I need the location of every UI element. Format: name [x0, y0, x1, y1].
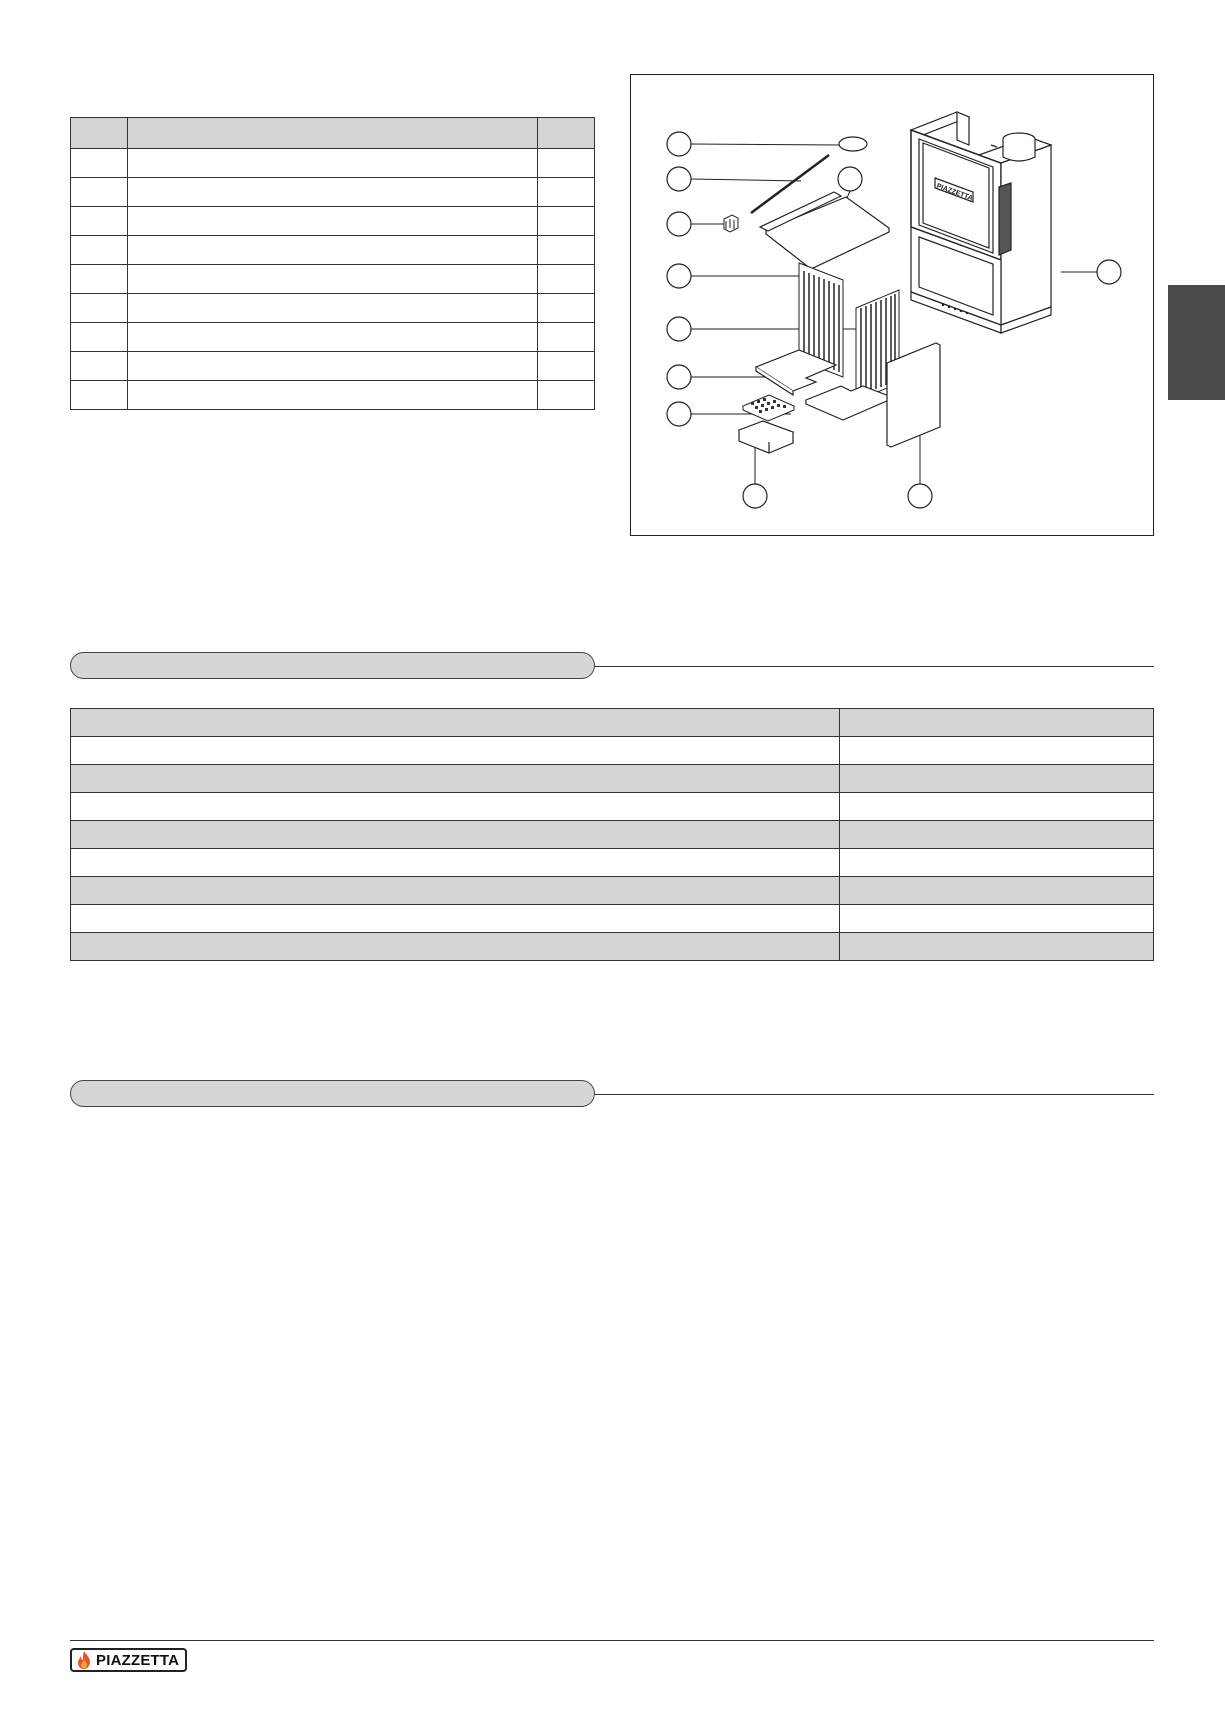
table-cell	[538, 265, 595, 294]
table-row	[71, 709, 1154, 737]
table-cell	[71, 933, 840, 961]
table-row	[71, 294, 595, 323]
table-row	[71, 849, 1154, 877]
section-heading-2	[70, 1080, 595, 1107]
table-row	[71, 905, 1154, 933]
table-row	[71, 178, 595, 207]
section-divider-1	[595, 666, 1154, 667]
deflector-plate	[839, 137, 867, 151]
table-cell	[538, 294, 595, 323]
callout-circle	[908, 484, 932, 508]
section-divider-2	[595, 1094, 1154, 1095]
table-cell	[71, 877, 840, 905]
table-cell	[840, 821, 1154, 849]
table-cell	[840, 849, 1154, 877]
stove-body	[911, 112, 1051, 333]
brand-logo	[70, 1648, 187, 1672]
parts-table-header-row	[71, 118, 595, 149]
table-cell	[840, 793, 1154, 821]
table-cell	[128, 236, 538, 265]
table-cell	[71, 207, 128, 236]
table-cell	[71, 265, 128, 294]
table-cell	[538, 352, 595, 381]
callout-circle	[667, 167, 691, 191]
footer-divider	[70, 1640, 1154, 1641]
callout-circle	[1097, 260, 1121, 284]
table-cell	[538, 149, 595, 178]
table-cell	[538, 323, 595, 352]
flame-icon	[74, 1650, 94, 1670]
table-cell	[840, 765, 1154, 793]
table-cell	[128, 207, 538, 236]
table-cell	[71, 709, 840, 737]
table-cell	[128, 294, 538, 323]
grate	[743, 395, 794, 421]
table-row	[71, 323, 595, 352]
table-row	[71, 933, 1154, 961]
table-cell	[71, 765, 840, 793]
ash-pan	[739, 421, 793, 453]
table-cell	[128, 381, 538, 410]
table-cell	[71, 236, 128, 265]
bracket-part	[724, 215, 738, 232]
table-cell	[71, 821, 840, 849]
table-cell	[840, 877, 1154, 905]
callout-circle	[667, 212, 691, 236]
table-cell	[128, 323, 538, 352]
callout-circle	[667, 365, 691, 389]
callout-circle	[667, 132, 691, 156]
table-cell	[538, 178, 595, 207]
table-row	[71, 381, 595, 410]
table-cell	[71, 294, 128, 323]
parts-col-code-header	[538, 118, 595, 149]
exploded-view-diagram	[631, 75, 1155, 537]
table-cell	[840, 933, 1154, 961]
callout-circle	[667, 264, 691, 288]
table-cell	[128, 352, 538, 381]
table-row	[71, 765, 1154, 793]
spec-table	[70, 708, 1154, 961]
table-row	[71, 352, 595, 381]
table-row	[71, 793, 1154, 821]
section-heading-1	[70, 652, 595, 679]
table-cell	[71, 737, 840, 765]
table-cell	[71, 793, 840, 821]
table-row	[71, 207, 595, 236]
parts-col-description-header	[128, 118, 538, 149]
table-row	[71, 737, 1154, 765]
table-cell	[71, 323, 128, 352]
callout-circle	[667, 317, 691, 341]
table-cell	[71, 352, 128, 381]
table-cell	[71, 149, 128, 178]
table-cell	[538, 381, 595, 410]
brand-name: PIAZZETTA	[96, 1651, 180, 1669]
table-cell	[538, 236, 595, 265]
callout-circle	[667, 402, 691, 426]
table-cell	[128, 265, 538, 294]
callout-circle	[743, 484, 767, 508]
table-cell	[71, 178, 128, 207]
table-row	[71, 236, 595, 265]
callout-circle	[838, 167, 862, 191]
table-cell	[71, 905, 840, 933]
table-cell	[128, 178, 538, 207]
parts-table	[70, 117, 595, 410]
table-cell	[840, 709, 1154, 737]
table-cell	[71, 381, 128, 410]
chapter-tab[interactable]	[1168, 285, 1225, 400]
table-cell	[840, 737, 1154, 765]
stove-logo-text: PIAZZETTA	[935, 182, 974, 203]
exploded-view-figure	[630, 74, 1154, 536]
table-row	[71, 877, 1154, 905]
table-row	[71, 149, 595, 178]
top-baffle-plate	[760, 192, 889, 279]
table-cell	[840, 905, 1154, 933]
table-row	[71, 265, 595, 294]
table-cell	[71, 849, 840, 877]
parts-col-position-header	[71, 118, 128, 149]
table-cell	[128, 149, 538, 178]
table-row	[71, 821, 1154, 849]
table-cell	[538, 207, 595, 236]
